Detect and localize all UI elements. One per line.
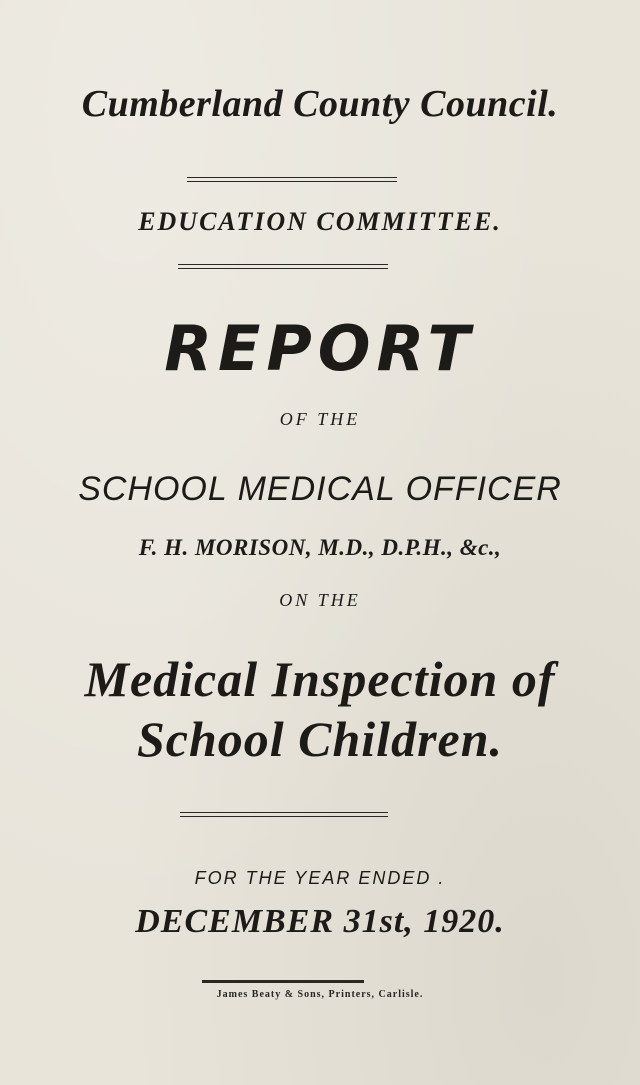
committee-heading: EDUCATION COMMITTEE.	[138, 207, 502, 236]
council-heading: Cumberland County Council.	[81, 83, 559, 125]
year-ended-text: FOR THE YEAR ENDED .	[194, 868, 446, 888]
divider-rule	[178, 264, 388, 265]
officer-title: SCHOOL MEDICAL OFFICER	[78, 470, 562, 508]
printer-imprint: James Beaty & Sons, Printers, Carlisle.	[216, 989, 424, 1000]
of-the-text: OF THE	[279, 409, 361, 429]
divider-rule	[187, 177, 397, 178]
officer-name: F. H. MORISON, M.D., D.P.H., &c.,	[138, 535, 502, 560]
report-date: DECEMBER 31st, 1920.	[135, 903, 505, 940]
on-the-text: ON THE	[279, 590, 361, 610]
printer-rule	[202, 980, 364, 983]
report-title: REPORT	[164, 312, 476, 385]
subject-line-2: School Children.	[136, 711, 504, 767]
divider-rule	[180, 812, 388, 813]
subject-line-1: Medical Inspection of	[84, 651, 556, 707]
